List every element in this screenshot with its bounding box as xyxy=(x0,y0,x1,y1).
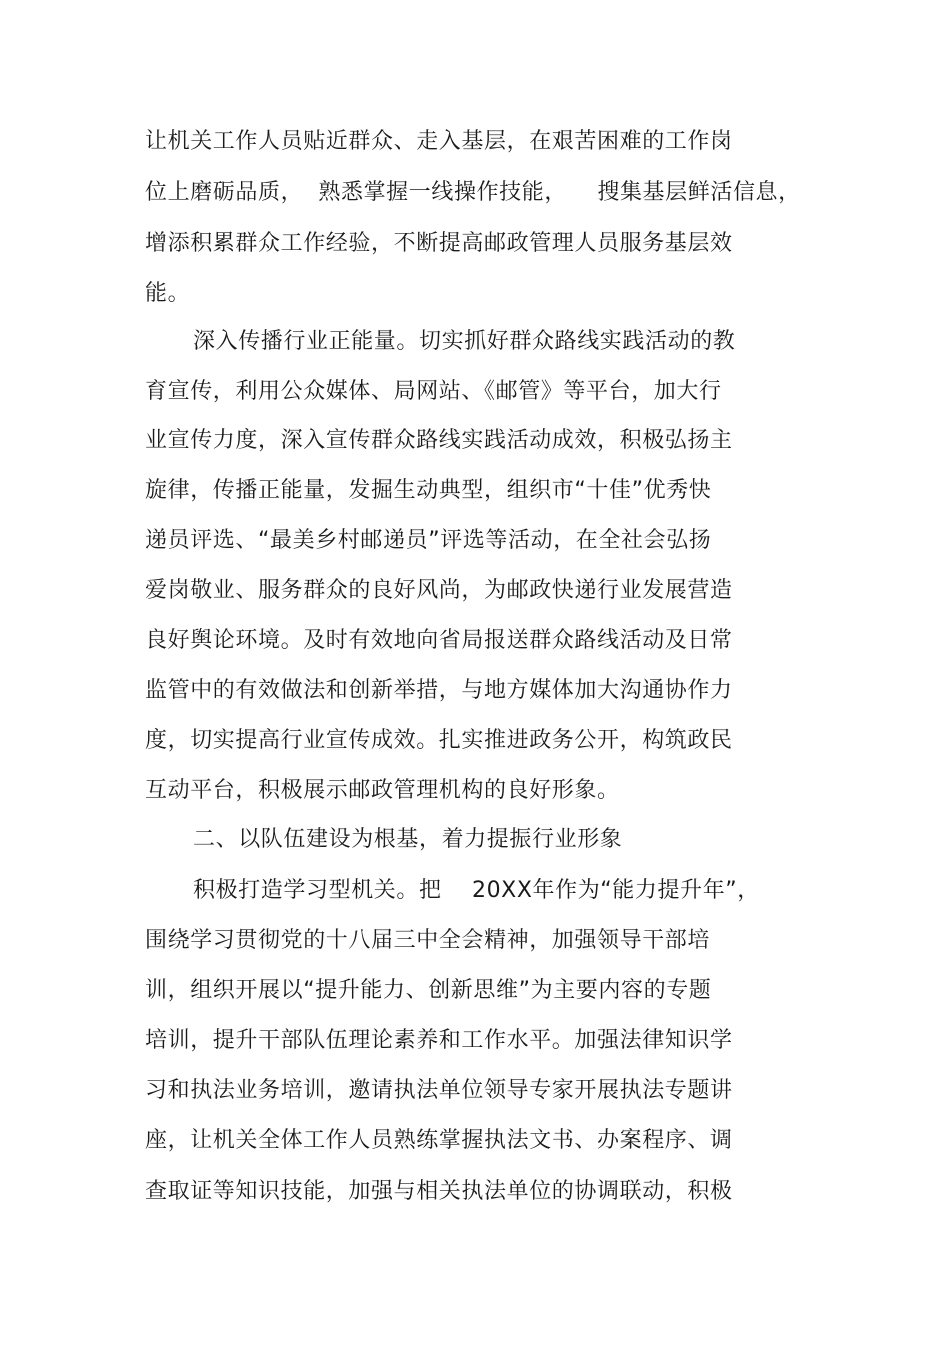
text-line: 培训，提升干部队伍理论素养和工作水平。加强法律知识学 xyxy=(145,1028,733,1053)
text-line: 让机关工作人员贴近群众、走入基层，在艰苦困难的工作岗 xyxy=(145,129,733,154)
text-line: 度，切实提高行业宣传成效。扎实推进政务公开，构筑政民 xyxy=(145,728,733,753)
text-line: 深入传播行业正能量。切实抓好群众路线实践活动的教 xyxy=(193,329,736,354)
text-line: 积极打造学习型机关。把 20XX年作为“能力提升年”， xyxy=(193,878,760,903)
text-line: 习和执法业务培训，邀请执法单位领导专家开展执法专题讲 xyxy=(145,1078,733,1103)
text-line: 良好舆论环境。及时有效地向省局报送群众路线活动及日常 xyxy=(145,628,733,653)
text-line: 育宣传，利用公众媒体、局网站、《邮管》等平台，加大行 xyxy=(145,379,722,404)
text-line: 能。 xyxy=(145,281,191,306)
text-line: 业宣传力度，深入宣传群众路线实践活动成效，积极弘扬主 xyxy=(145,428,733,453)
text-line: 监管中的有效做法和创新举措，与地方媒体加大沟通协作力 xyxy=(145,678,733,703)
text-line: 围绕学习贯彻党的十八届三中全会精神，加强领导干部培 xyxy=(145,928,711,953)
text-line: 座，让机关全体工作人员熟练掌握执法文书、办案程序、调 xyxy=(145,1128,733,1153)
text-line: 查取证等知识技能，加强与相关执法单位的协调联动，积极 xyxy=(145,1179,733,1204)
text-line: 互动平台，积极展示邮政管理机构的良好形象。 xyxy=(145,778,620,803)
section-heading: 二、以队伍建设为根基，着力提振行业形象 xyxy=(193,827,623,852)
text-line: 旋律，传播正能量，发掘生动典型，组织市“十佳”优秀快 xyxy=(145,478,712,503)
text-line: 递员评选、“最美乡村邮递员”评选等活动，在全社会弘扬 xyxy=(145,528,712,553)
text-line: 训，组织开展以“提升能力、创新思维”为主要内容的专题 xyxy=(145,978,712,1003)
text-line: 增添积累群众工作经验，不断提高邮政管理人员服务基层效 xyxy=(145,231,733,256)
text-line: 爱岗敬业、服务群众的良好风尚，为邮政快递行业发展营造 xyxy=(145,578,733,603)
text-line: 位上磨砺品质， 熟悉掌握一线操作技能， 搜集基层鲜活信息， xyxy=(145,180,801,205)
